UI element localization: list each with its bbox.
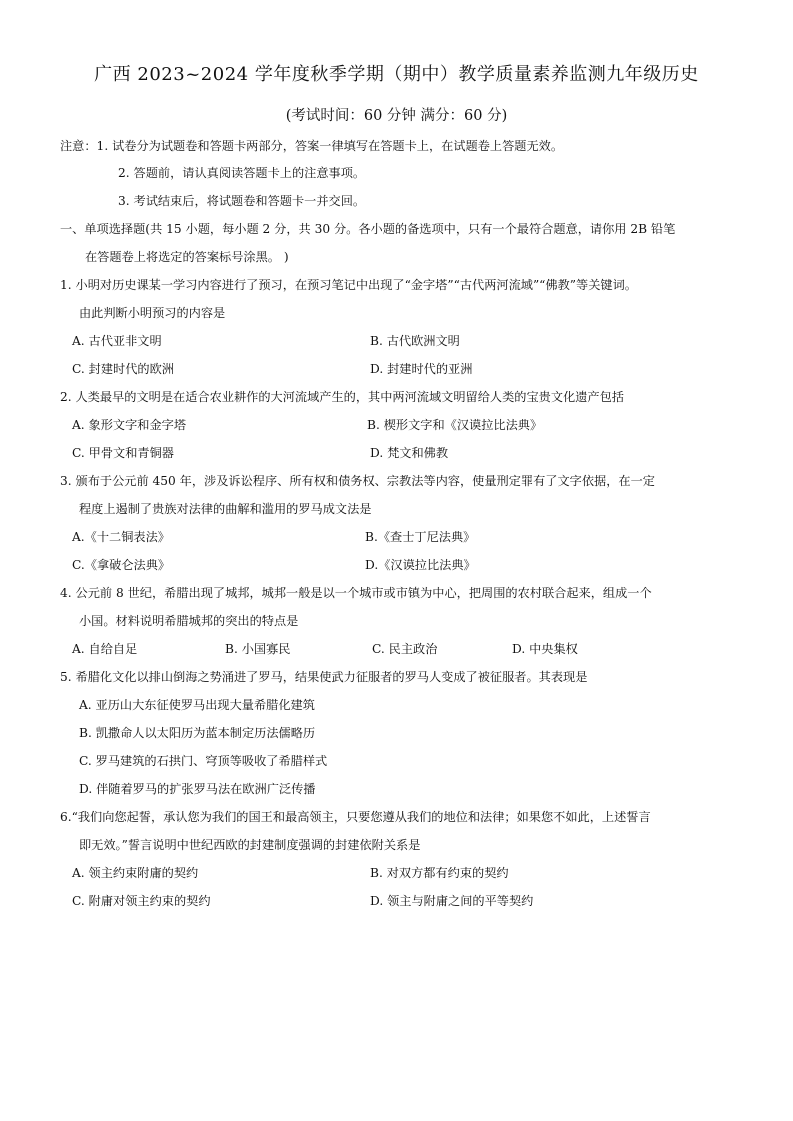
exam-title: 广西 2023~2024 学年度秋季学期（期中）教学质量素养监测九年级历史 [94,64,699,85]
q1-option-c[interactable]: C. 封建时代的欧洲 [72,362,174,376]
question-3-cont: 程度上遏制了贵族对法律的曲解和滥用的罗马成文法是 [79,502,372,516]
note-3: 3. 考试结束后，将试题卷和答题卡一并交回。 [118,194,366,208]
q2-option-d[interactable]: D. 梵文和佛教 [370,446,449,460]
q5-option-a[interactable]: A. 亚历山大东征使罗马出现大量希腊化建筑 [79,698,315,712]
q5-option-c[interactable]: C. 罗马建筑的石拱门、穹顶等吸收了希腊样式 [79,754,328,768]
question-1-cont: 由此判断小明预习的内容是 [79,306,226,320]
question-4: 4. 公元前 8 世纪，希腊出现了城邦，城邦一般是以一个城市或市镇为中心，把周围的农村联合起来，组成一个 [60,586,652,600]
q4-option-d[interactable]: D. 中央集权 [512,642,578,656]
q2-option-b[interactable]: B. 楔形文字和《汉谟拉比法典》 [367,418,543,432]
q3-option-b[interactable]: B.《查士丁尼法典》 [365,530,476,544]
q4-option-c[interactable]: C. 民主政治 [372,642,438,656]
q4-option-a[interactable]: A. 自给自足 [72,642,138,656]
section-heading-cont: 在答题卷上将选定的答案标号涂黑。 ) [85,250,289,264]
question-3: 3. 颁布于公元前 450 年，涉及诉讼程序、所有权和债务权、宗教法等内容，使量刑定罪有了文字依据，在一定 [60,474,655,488]
note-2: 2. 答题前，请认真阅读答题卡上的注意事项。 [118,166,366,180]
question-6-cont: 即无效。”誓言说明中世纪西欧的封建制度强调的封建依附关系是 [79,838,421,852]
q3-option-c[interactable]: C.《拿破仑法典》 [72,558,171,572]
question-6: 6.“我们向您起誓，承认您为我们的国王和最高领主，只要您遵从我们的地位和法律；如果您不如此，上述誓言 [60,810,651,824]
q3-option-d[interactable]: D.《汉谟拉比法典》 [365,558,476,572]
question-5: 5. 希腊化文化以排山倒海之势涌进了罗马，结果使武力征服者的罗马人变成了被征服者。其表现是 [60,670,588,684]
q2-option-a[interactable]: A. 象形文字和金字塔 [72,418,187,432]
q5-option-b[interactable]: B. 凯撒命人以太阳历为蓝本制定历法儒略历 [79,726,316,740]
q2-option-c[interactable]: C. 甲骨文和青铜器 [72,446,174,460]
q6-option-c[interactable]: C. 附庸对领主约束的契约 [72,894,211,908]
q3-option-a[interactable]: A.《十二铜表法》 [72,530,170,544]
q1-option-b[interactable]: B. 古代欧洲文明 [370,334,460,348]
section-heading: 一、单项选择题(共 15 小题，每小题 2 分，共 30 分。各小题的备选项中，只有一个最符合题意，请你用 2B 铅笔 [60,222,676,236]
q5-option-d[interactable]: D. 伴随着罗马的扩张罗马法在欧洲广泛传播 [79,782,316,796]
question-4-cont: 小国。材料说明希腊城邦的突出的特点是 [79,614,299,628]
q6-option-a[interactable]: A. 领主约束附庸的契约 [72,866,199,880]
q1-option-d[interactable]: D. 封建时代的亚洲 [370,362,473,376]
q1-option-a[interactable]: A. 古代亚非文明 [72,334,162,348]
question-1: 1. 小明对历史课某一学习内容进行了预习，在预习笔记中出现了“金字塔”“古代两河流域”“佛教”等关键词。 [60,278,637,292]
q4-option-b[interactable]: B. 小国寡民 [225,642,291,656]
q6-option-d[interactable]: D. 领主与附庸之间的平等契约 [370,894,534,908]
exam-subtitle: (考试时间：60 分钟 满分：60 分) [285,108,508,124]
question-2: 2. 人类最早的文明是在适合农业耕作的大河流域产生的，其中两河流域文明留给人类的宝贵文化遗产包括 [60,390,624,404]
note-1: 注意：1. 试卷分为试题卷和答题卡两部分，答案一律填写在答题卡上，在试题卷上答题无效。 [60,139,564,153]
q6-option-b[interactable]: B. 对双方都有约束的契约 [370,866,509,880]
